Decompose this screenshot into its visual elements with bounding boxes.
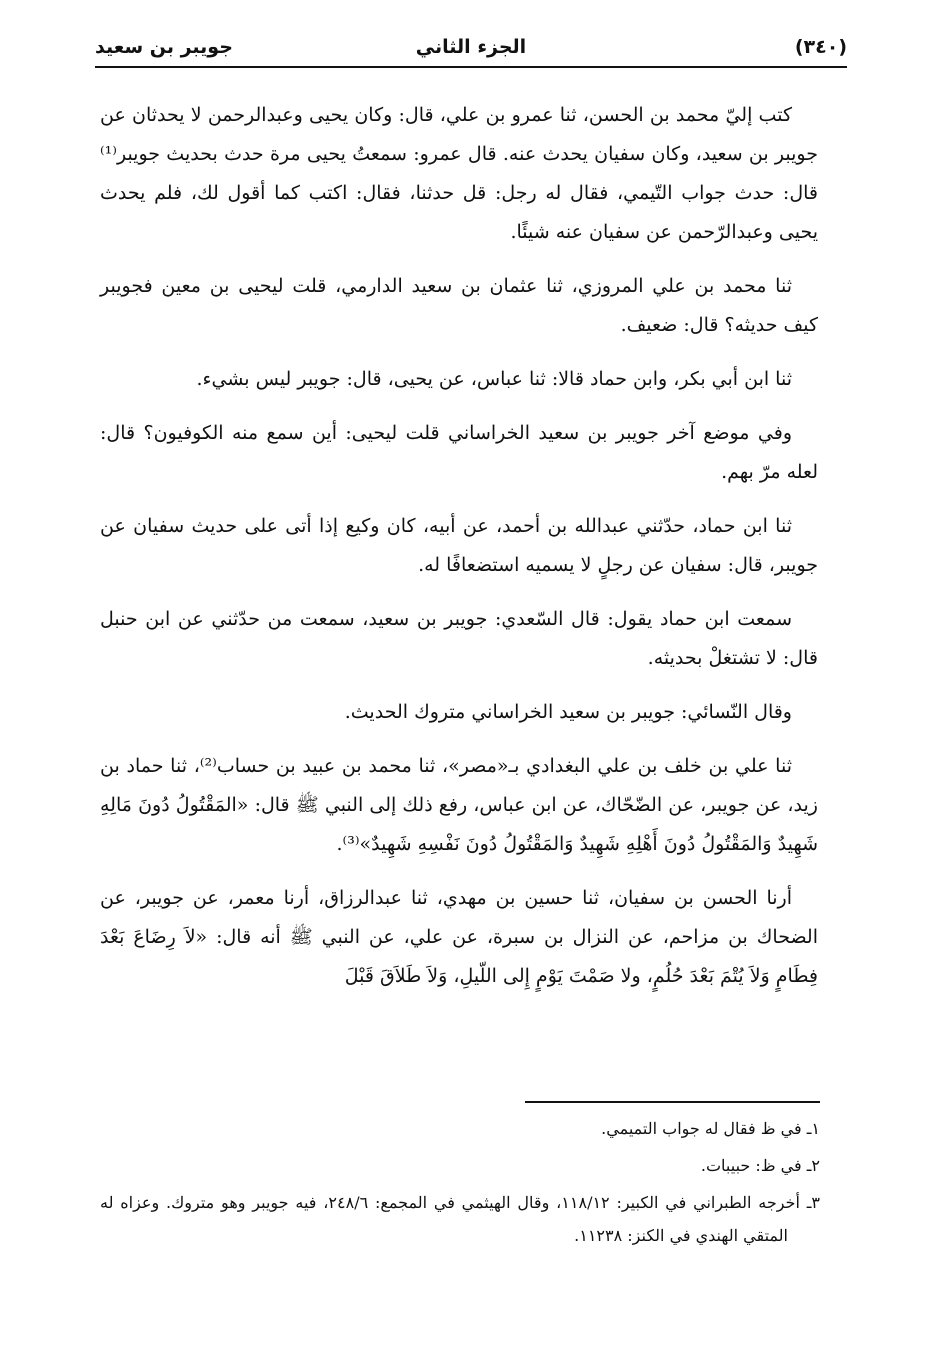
paragraph: وفي موضع آخر جويبر بن سعيد الخراساني قلت ليحيى: أين سمع منه الكوفيون؟ قال: لعله مرّ بهم.	[100, 422, 818, 483]
paragraph: ثنا علي بن خلف بن علي البغدادي بـ«مصر»، ثنا محمد بن عبيد بن حساب⁽²⁾، ثنا حماد بن زيد، عن جويبر، عن الضّحّاك، عن ابن عباس، رفع ذلك إلى النبي ﷺ قال: «المَقْتُولُ دُونَ مَالِهِ شَهِيدٌ وَالمَقْتُولُ دُونَ أَهْلِهِ شَهِيدٌ وَالمَقْتُولُ دُونَ نَفْسِهِ شَهِيدٌ»⁽³⁾.	[100, 755, 818, 855]
footnote-separator	[525, 1101, 820, 1103]
part-title: الجزء الثاني	[415, 36, 527, 58]
paragraph: ثنا ابن أبي بكر، وابن حماد قالا: ثنا عباس، عن يحيى، قال: جويبر ليس بشيء.	[196, 368, 792, 390]
footnote: ٣ـ أخرجه الطبراني في الكبير: ١١٨/١٢، وقال الهيثمي في المجمع: ٢٤٨/٦، فيه جويبر وهو متروك. وعزاه له المتقي الهندي في الكنز: ١١٢٣٨.	[100, 1193, 820, 1245]
paragraph: ثنا ابن حماد، حدّثني عبدالله بن أحمد، عن أبيه، كان وكيع إذا أتى على حديث سفيان عن جويبر، قال: سفيان عن رجلٍ لا يسميه استضعافًا له.	[100, 515, 818, 576]
paragraph: أرنا الحسن بن سفيان، ثنا حسين بن مهدي، ثنا عبدالرزاق، أرنا معمر، عن جويبر، عن الضحاك بن مزاحم، عن النزال بن سبرة، عن علي، عن النبي ﷺ أنه قال: «لاَ رِضَاعَ بَعْدَ فِطَامٍ وَلاَ يُتْمَ بَعْدَ حُلُمٍ، ولا صَمْتَ يَوْمٍ إِلى اللّيلِ، وَلاَ طَلاَقَ قَبْلَ	[100, 887, 818, 987]
paragraph: سمعت ابن حماد يقول: قال السّعدي: جويبر بن سعيد، سمعت من حدّثني عن ابن حنبل قال: لا تشتغلْ بحديثه.	[100, 608, 818, 669]
header-rule	[95, 66, 847, 68]
page-header	[95, 30, 847, 64]
paragraph: وقال النّسائي: جويبر بن سعيد الخراساني متروك الحديث.	[344, 701, 792, 723]
paragraph: ثنا محمد بن علي المروزي، ثنا عثمان بن سعيد الدارمي، قلت ليحيى بن معين فجويبر كيف حديثه؟ قال: ضعيف.	[100, 275, 818, 336]
footnote: ٢ـ في ظ: حبيبات.	[700, 1156, 820, 1175]
footnotes	[100, 1112, 820, 1256]
running-title: جويبر بن سعيد	[95, 36, 233, 58]
paragraph: كتب إليّ محمد بن الحسن، ثنا عمرو بن علي، قال: وكان يحيى وعبدالرحمن لا يحدثان عن جويبر بن سعيد، وكان سفيان يحدث عنه. قال عمرو: سمعتُ يحيى مرة حدث بحديث جويبر⁽¹⁾ قال: حدث جواب التّيمي، فقال له رجل: قل حدثنا، فقال: اكتب كما أقول لك، فلم يحدث يحيى وعبدالرّحمن عن سفيان عنه شيئًا.	[100, 104, 818, 243]
footnote: ١ـ في ظ فقال له جواب التميمي.	[601, 1119, 820, 1138]
main-text	[100, 96, 818, 1011]
page-number: (٣٤٠)	[794, 36, 847, 58]
